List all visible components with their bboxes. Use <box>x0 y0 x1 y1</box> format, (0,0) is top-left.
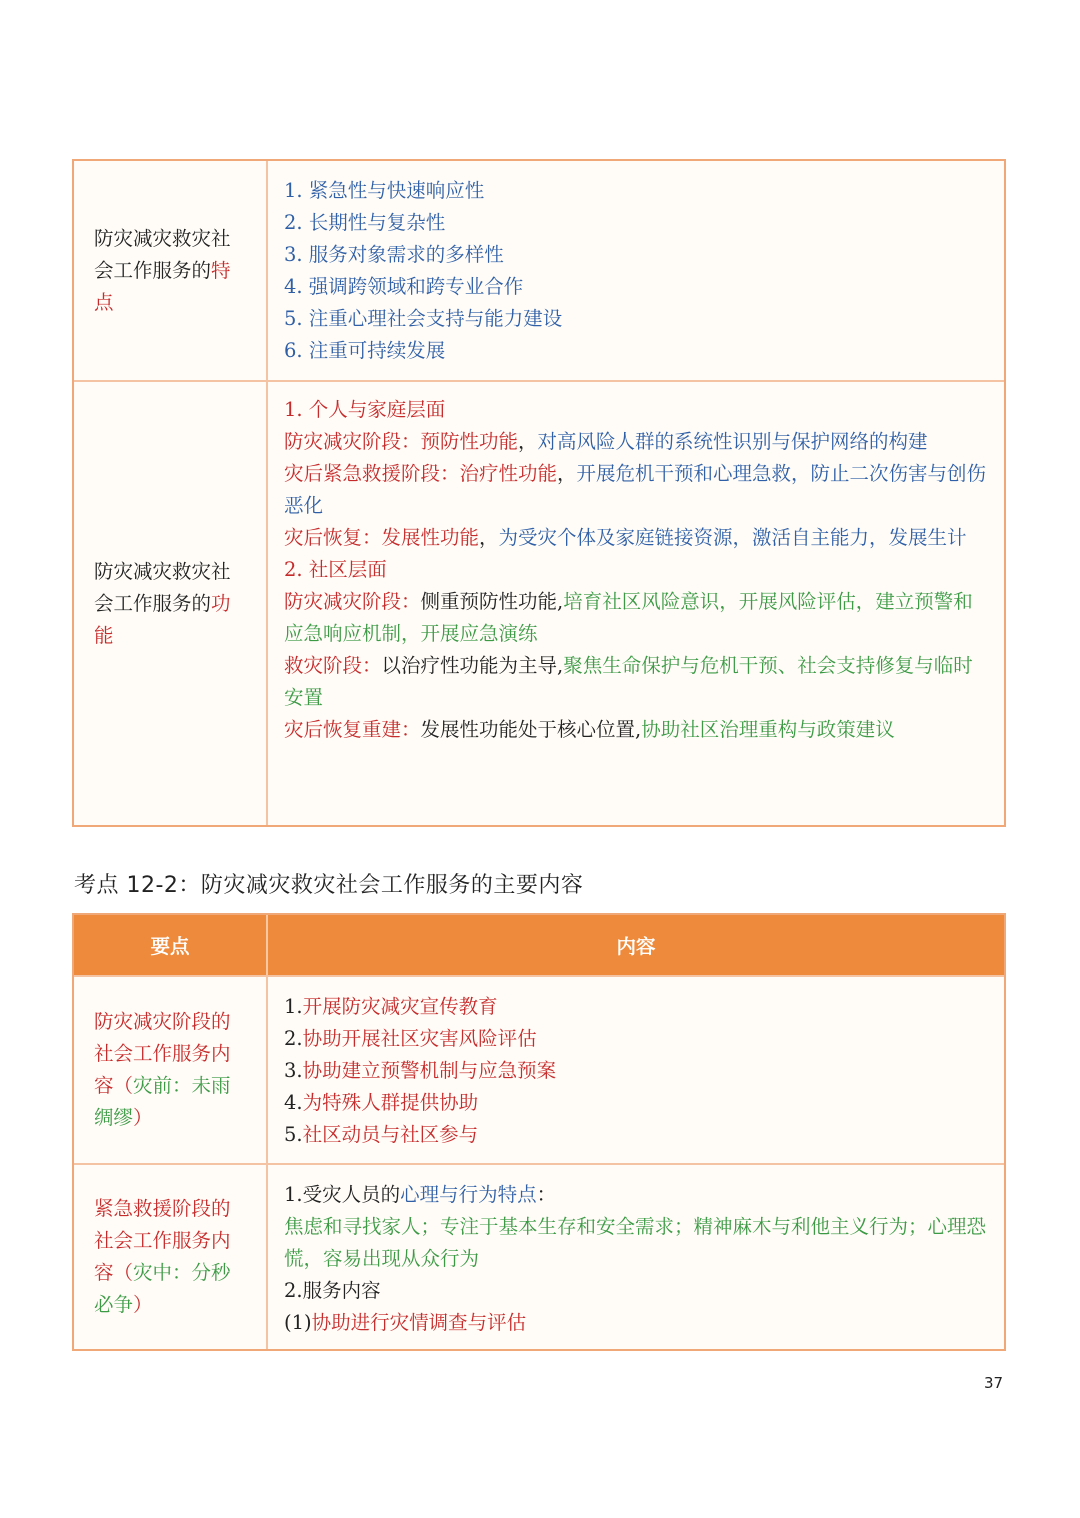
c1-stage: 防灾减灾阶段： <box>284 590 421 613</box>
features-label-key1: 特 <box>211 258 231 282</box>
c3-body: 协助社区治理重构与政策建议 <box>641 718 895 741</box>
pre-item-4-text: 为特殊人群提供协助 <box>302 1091 479 1114</box>
features-label-key2: 点 <box>94 290 114 314</box>
c1-body: 培育社区风险意识，开展风险评估，建立预警和应急响应机制，开展应急演练 <box>284 590 973 645</box>
em-item-1-key: 心理与行为特点 <box>400 1183 537 1206</box>
functions-label-text: 防灾减灾救灾社会工作服务的 <box>94 559 231 615</box>
personal-heading: 1. 个人与家庭层面 <box>284 398 446 421</box>
community-heading: 2. 社区层面 <box>284 558 387 581</box>
em-item-3 <box>284 1307 990 1339</box>
p2-stage: 灾后紧急救援阶段： <box>284 462 460 485</box>
characteristics-functions-table <box>72 159 1006 827</box>
pre-item-5 <box>284 1119 990 1151</box>
c3-stage: 灾后恢复重建： <box>284 718 421 741</box>
header-col-content: 内容 <box>616 935 656 958</box>
pre-item-4-num: 4. <box>284 1091 303 1114</box>
features-item-2: 2. 长期性与复杂性 <box>284 211 446 234</box>
p3-stage: 灾后恢复： <box>284 526 382 549</box>
features-label-text: 防灾减灾救灾社会工作服务的 <box>94 226 231 282</box>
page-number: 37 <box>984 1374 1004 1392</box>
pre-item-3-text: 协助建立预警机制与应急预案 <box>302 1059 557 1082</box>
personal-item-1 <box>284 426 990 458</box>
personal-item-2 <box>284 458 990 522</box>
features-list <box>268 161 1004 380</box>
functions-label <box>74 382 268 825</box>
pre-item-3 <box>284 1055 990 1087</box>
pre-label-close: ） <box>133 1106 153 1129</box>
functions-content <box>268 382 1004 825</box>
features-item-5: 5. 注重心理社会支持与能力建设 <box>284 307 563 330</box>
pre-disaster-row <box>74 977 1004 1165</box>
features-label <box>74 161 268 380</box>
pre-item-1-num: 1. <box>284 995 303 1018</box>
community-item-3 <box>284 714 990 746</box>
table-header <box>74 915 1004 977</box>
em-item-1 <box>284 1179 990 1211</box>
section-heading: 考点 12-2：防灾减灾救灾社会工作服务的主要内容 <box>74 873 584 898</box>
em-label-red: 紧急救援阶段的社会工作服务内容（ <box>94 1197 231 1284</box>
pre-item-2-text: 协助开展社区灾害风险评估 <box>302 1027 537 1050</box>
pre-label-red: 防灾减灾阶段的社会工作服务内容（ <box>94 1010 231 1097</box>
em-item-3-num: (1) <box>284 1311 312 1334</box>
p3-body: 为受灾个体及家庭链接资源，激活自主能力，发展生计 <box>498 526 967 549</box>
pre-label-green: 灾前：未雨绸缪 <box>94 1074 231 1129</box>
header-col-key-points: 要点 <box>74 915 268 975</box>
functions-row <box>74 382 1004 825</box>
em-item-2: 2.服务内容 <box>284 1279 381 1302</box>
em-item-1-prefix: 1.受灾人员的 <box>284 1183 401 1206</box>
features-item-4: 4. 强调跨领域和跨专业合作 <box>284 275 524 298</box>
em-label-green: 灾中：分秒必争 <box>94 1261 231 1316</box>
community-item-1 <box>284 586 990 650</box>
c2-stage: 救灾阶段： <box>284 654 382 677</box>
emergency-label <box>74 1165 268 1349</box>
emergency-content <box>268 1165 1004 1349</box>
c2-body: 聚焦生命保护与危机干预、社会支持修复与临时安置 <box>284 654 973 709</box>
features-row <box>74 161 1004 382</box>
pre-item-2 <box>284 1023 990 1055</box>
pre-item-1 <box>284 991 990 1023</box>
em-label-close: ） <box>133 1293 153 1316</box>
p2-body: 开展危机干预和心理急救，防止二次伤害与创伤恶化 <box>284 462 987 517</box>
pre-disaster-label <box>74 977 268 1163</box>
p1-sep: ， <box>518 430 538 453</box>
p1-func: 预防性功能 <box>420 430 519 453</box>
c1-func: 侧重预防性功能, <box>420 590 564 613</box>
pre-item-3-num: 3. <box>284 1059 303 1082</box>
features-item-1: 1. 紧急性与快速响应性 <box>284 179 485 202</box>
pre-disaster-list <box>268 977 1004 1163</box>
p1-stage: 防灾减灾阶段： <box>284 430 421 453</box>
p2-func: 治疗性功能 <box>459 462 558 485</box>
em-item-1-body: 焦虑和寻找家人；专注于基本生存和安全需求；精神麻木与利他主义行为；心理恐慌，容易出现从众行为 <box>284 1215 987 1270</box>
em-item-3-text: 协助进行灾情调查与评估 <box>311 1311 527 1334</box>
personal-item-3 <box>284 522 990 554</box>
main-content-table <box>72 913 1006 1351</box>
pre-item-5-text: 社区动员与社区参与 <box>302 1123 479 1146</box>
pre-item-5-num: 5. <box>284 1123 303 1146</box>
emergency-row <box>74 1165 1004 1349</box>
functions-label-key2: 能 <box>94 623 114 647</box>
functions-label-key1: 功 <box>211 591 231 615</box>
p1-body: 对高风险人群的系统性识别与保护网络的构建 <box>537 430 928 453</box>
pre-item-4 <box>284 1087 990 1119</box>
pre-item-1-text: 开展防灾减灾宣传教育 <box>302 995 498 1018</box>
p3-sep: ， <box>479 526 499 549</box>
c3-func: 发展性功能处于核心位置, <box>420 718 642 741</box>
c2-func: 以治疗性功能为主导, <box>381 654 564 677</box>
p3-func: 发展性功能 <box>381 526 480 549</box>
features-item-3: 3. 服务对象需求的多样性 <box>284 243 504 266</box>
p2-sep: ， <box>557 462 577 485</box>
pre-item-2-num: 2. <box>284 1027 303 1050</box>
features-item-6: 6. 注重可持续发展 <box>284 339 446 362</box>
community-item-2 <box>284 650 990 714</box>
em-item-1-suffix: ： <box>536 1183 557 1206</box>
